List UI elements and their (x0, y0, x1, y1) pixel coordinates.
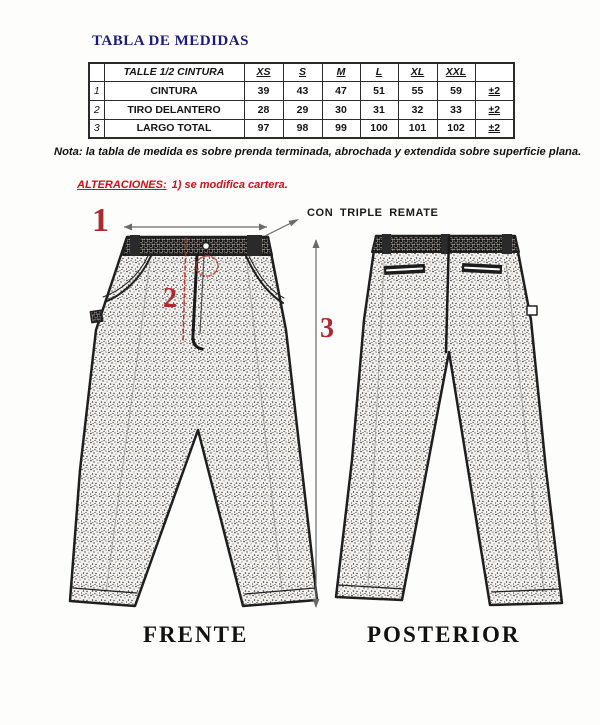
callout-leader-arrow (265, 219, 299, 236)
row-number: 3 (89, 119, 104, 138)
size-col-xxl: XXL (437, 63, 475, 81)
tolerance-value: ±2 (475, 81, 514, 100)
back-pants-drawing (336, 234, 562, 605)
tolerance-value: ±2 (475, 100, 514, 119)
front-pants-body (70, 237, 317, 606)
cell-value: 31 (360, 100, 398, 119)
cell-value: 39 (244, 81, 283, 100)
cell-value: 30 (322, 100, 360, 119)
cell-value: 99 (322, 119, 360, 138)
marker-waist: 1 (92, 202, 109, 239)
measurement-note: Nota: la tabla de medida es sobre prenda terminada, abrochada y extendida sobre superficie plana. (54, 146, 582, 158)
cell-value: 47 (322, 81, 360, 100)
cell-value: 28 (244, 100, 283, 119)
front-pants-drawing (70, 235, 317, 606)
row-number: 2 (89, 100, 104, 119)
row-number: 1 (89, 81, 104, 100)
front-belt-loop-left (130, 235, 140, 256)
cell-value: 55 (398, 81, 437, 100)
waist-measure-arrow (124, 224, 267, 231)
size-col-m: M (322, 63, 360, 81)
alterations-text: 1) se modifica cartera. (171, 179, 288, 191)
tolerance-value: ±2 (475, 119, 514, 138)
cell-value: 59 (437, 81, 475, 100)
back-belt-loop-right (502, 234, 512, 254)
cell-value: 98 (283, 119, 322, 138)
cell-value: 51 (360, 81, 398, 100)
back-belt-loop-left (382, 234, 391, 254)
size-col-s: S (283, 63, 322, 81)
front-button (203, 243, 210, 250)
size-header-label: TALLE 1/2 CINTURA (104, 63, 244, 81)
size-col-l: L (360, 63, 398, 81)
page-title: TABLA DE MEDIDAS (92, 33, 249, 49)
cell-value: 100 (360, 119, 398, 138)
back-side-tab (527, 306, 537, 315)
front-belt-loop-right (247, 235, 262, 256)
cell-value: 97 (244, 119, 283, 138)
back-view-label: POSTERIOR (367, 622, 521, 647)
size-col-xs: XS (244, 63, 283, 81)
size-col-xl: XL (398, 63, 437, 81)
row-label: TIRO DELANTERO (104, 100, 244, 119)
front-view-label: FRENTE (143, 622, 249, 647)
row-label: CINTURA (104, 81, 244, 100)
alterations-label: ALTERACIONES: (77, 179, 167, 191)
marker-length: 3 (320, 313, 334, 344)
marker-fly: 2 (163, 283, 177, 314)
front-side-tab (90, 310, 102, 322)
length-measure-arrow (313, 239, 320, 608)
cell-value: 29 (283, 100, 322, 119)
triple-stitch-callout: CON TRIPLE REMATE (307, 207, 439, 219)
cell-value: 43 (283, 81, 322, 100)
row-label: LARGO TOTAL (104, 119, 244, 138)
cell-value: 32 (398, 100, 437, 119)
cell-value: 101 (398, 119, 437, 138)
cell-value: 102 (437, 119, 475, 138)
cell-value: 33 (437, 100, 475, 119)
